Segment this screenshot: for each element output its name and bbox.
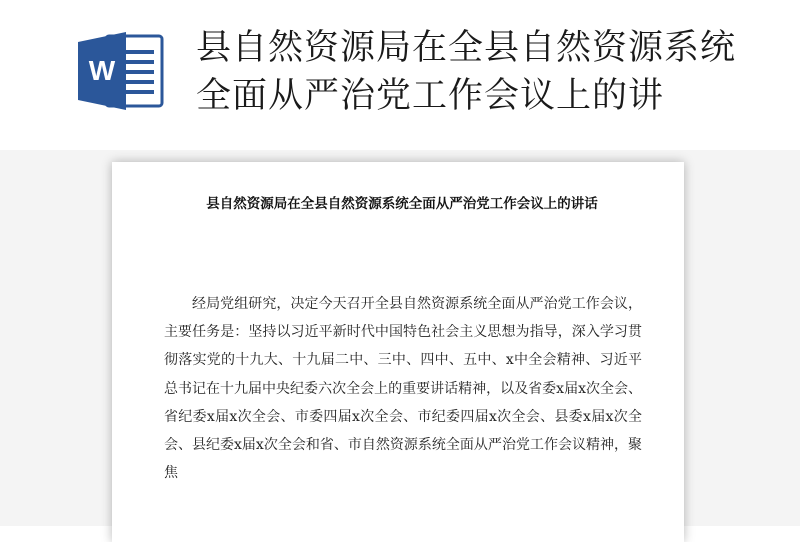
document-page bbox=[112, 162, 684, 542]
word-icon bbox=[76, 28, 164, 114]
document-title: 县自然资源局在全县自然资源系统全面从严治党工作会议上的讲话 bbox=[206, 196, 598, 212]
banner-title: 县自然资源局在全县自然资源系统全面从严治党工作会议上的讲 bbox=[196, 28, 737, 116]
document-body-paragraph: 经局党组研究，决定今天召开全县自然资源系统全面从严治党工作会议，主要任务是：坚持以习近平新时代中国特色社会主义思想为指导，深入学习贯彻落实党的十九大、十九届二中、三中、四中、五中、x中全会精神、习近平总书记在十九届中央纪委六次全会上的重要讲话精神，以及省委x届x次全会、省纪委x届x次全会、市委四届x次全会、市纪委四届x次全会、县委x届x次全会、县纪委x届x次全会和省、市自然资源系统全面从严治党工作会议精神，聚焦 bbox=[164, 296, 642, 482]
banner bbox=[0, 0, 800, 150]
word-icon-letter: W bbox=[88, 55, 116, 86]
